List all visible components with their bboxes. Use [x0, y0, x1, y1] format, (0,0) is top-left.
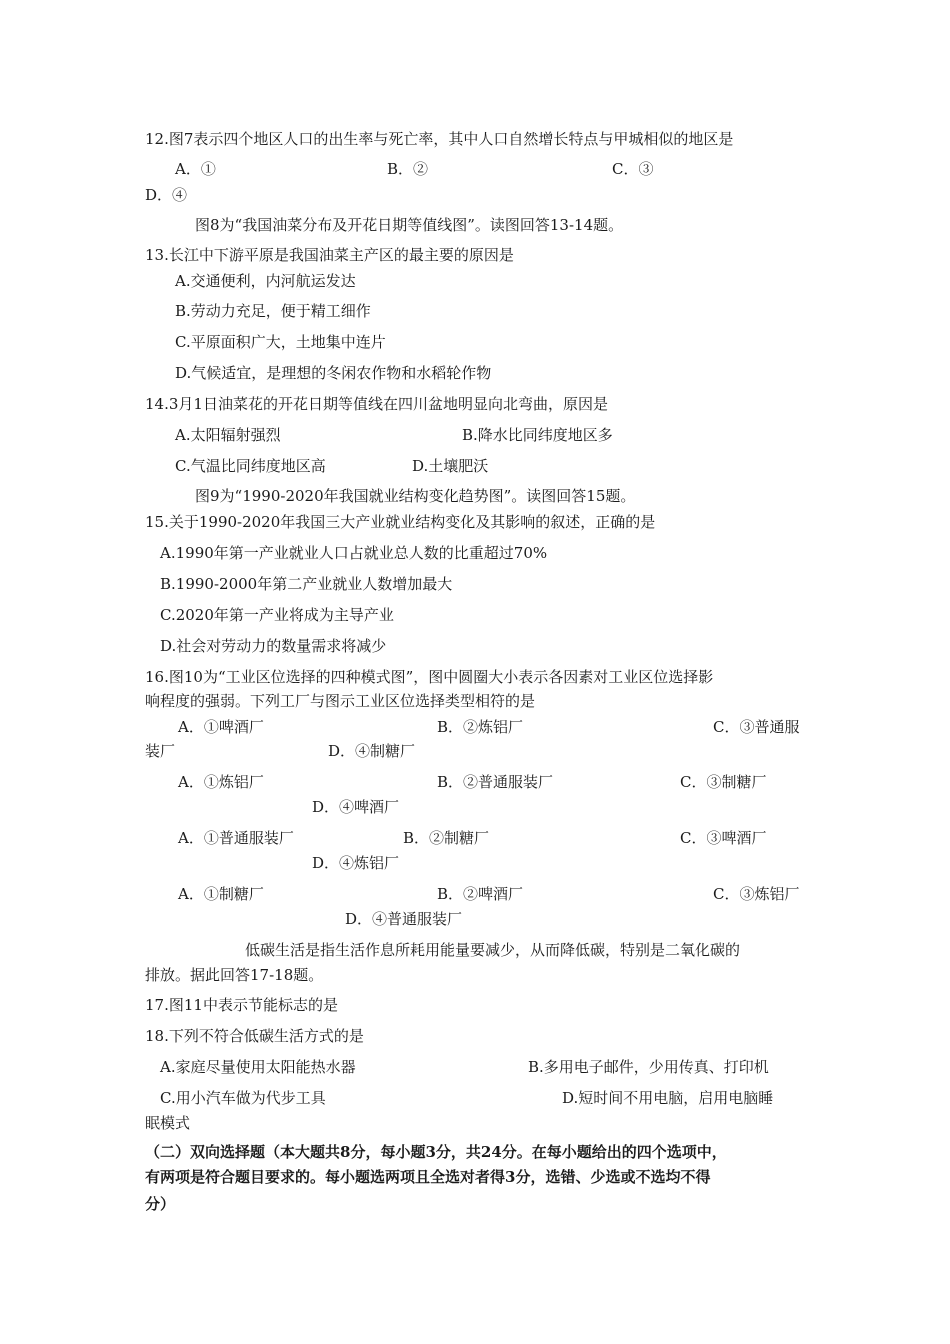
- option-d: D.短时间不用电脑，启用电脑睡: [562, 1089, 774, 1107]
- option-d: D．④炼铝厂: [312, 854, 400, 872]
- option-a: A.交通便利，内河航运发达: [175, 272, 356, 290]
- option-b: B．②啤酒厂: [437, 885, 524, 903]
- question-text: 16.图10为“工业区位选择的四种模式图”，图中圆圈大小表示各因素对工业区位选择影: [145, 668, 714, 686]
- option-b: B.降水比同纬度地区多: [462, 426, 613, 444]
- option-b: B.多用电子邮件，少用传真、打印机: [528, 1058, 769, 1076]
- option-b: B．②普通服装厂: [437, 773, 554, 791]
- option-c-cont: 装厂: [145, 742, 176, 760]
- question-text: 12.图7表示四个地区人口的出生率与死亡率，其中人口自然增长特点与甲城相似的地区是: [145, 130, 734, 148]
- option-c: C．③: [612, 160, 654, 178]
- option-a: A.1990年第一产业就业人口占就业总人数的比重超过70%: [160, 544, 548, 562]
- section-heading-line: 分）: [145, 1195, 176, 1213]
- option-d: D．④: [145, 186, 188, 204]
- low-carbon-intro-cont: 排放。据此回答17-18题。: [145, 966, 324, 984]
- section-heading-line: （二）双向选择题（本大题共8分，每小题3分，共24分。在每小题给出的四个选项中，: [145, 1143, 727, 1161]
- question-text: 18.下列不符合低碳生活方式的是: [145, 1027, 364, 1045]
- option-a: A．①啤酒厂: [178, 718, 264, 736]
- option-b: B．②: [387, 160, 429, 178]
- option-c: C．③制糖厂: [680, 773, 767, 791]
- option-c: C．③啤酒厂: [680, 829, 767, 847]
- option-d-cont: 眠模式: [145, 1114, 191, 1132]
- option-c: C.平原面积广大，土地集中连片: [175, 333, 386, 351]
- option-b: B．②制糖厂: [403, 829, 490, 847]
- question-text: 13.长江中下游平原是我国油菜主产区的最主要的原因是: [145, 246, 514, 264]
- option-b: B.劳动力充足，便于精工细作: [175, 302, 371, 320]
- option-a: A．①炼铝厂: [178, 773, 264, 791]
- option-b: B．②炼铝厂: [437, 718, 524, 736]
- figure-9-intro: 图9为“1990-2020年我国就业结构变化趋势图”。读图回答15题。: [195, 487, 636, 505]
- option-c: C.气温比同纬度地区高: [175, 457, 326, 475]
- option-d: D.社会对劳动力的数量需求将减少: [160, 637, 387, 655]
- option-c: C.2020年第一产业将成为主导产业: [160, 606, 394, 624]
- option-a: A．①制糖厂: [178, 885, 264, 903]
- option-b: B.1990-2000年第二产业就业人数增加最大: [160, 575, 453, 593]
- option-d: D．④普通服装厂: [345, 910, 463, 928]
- option-d: D．④啤酒厂: [312, 798, 400, 816]
- option-d: D.气候适宜，是理想的冬闲农作物和水稻轮作物: [175, 364, 492, 382]
- option-a: A.家庭尽量使用太阳能热水器: [160, 1058, 356, 1076]
- option-a: A．①普通服装厂: [178, 829, 294, 847]
- option-c: C.用小汽车做为代步工具: [160, 1089, 326, 1107]
- low-carbon-intro: 低碳生活是指生活作息所耗用能量要减少，从而降低碳，特别是二氧化碳的: [245, 941, 741, 959]
- question-text-cont: 响程度的强弱。下列工厂与图示工业区位选择类型相符的是: [145, 692, 536, 710]
- question-17: 17.图11中表示节能标志的是: [145, 996, 338, 1014]
- section-heading-line: 有两项是符合题目要求的。每小题选两项且全选对者得3分，选错、少选或不选均不得: [145, 1168, 711, 1186]
- option-c: C．③炼铝厂: [713, 885, 800, 903]
- option-a: A.太阳辐射强烈: [175, 426, 281, 444]
- question-text: 15.关于1990-2020年我国三大产业就业结构变化及其影响的叙述，正确的是: [145, 513, 656, 531]
- option-c: C．③普通服: [713, 718, 800, 736]
- option-d: D．④制糖厂: [328, 742, 416, 760]
- question-text: 14.3月1日油菜花的开花日期等值线在四川盆地明显向北弯曲，原因是: [145, 395, 608, 413]
- option-a: A．①: [175, 160, 216, 178]
- figure-8-intro: 图8为“我国油菜分布及开花日期等值线图”。读图回答13-14题。: [195, 216, 624, 234]
- option-d: D.土壤肥沃: [412, 457, 489, 475]
